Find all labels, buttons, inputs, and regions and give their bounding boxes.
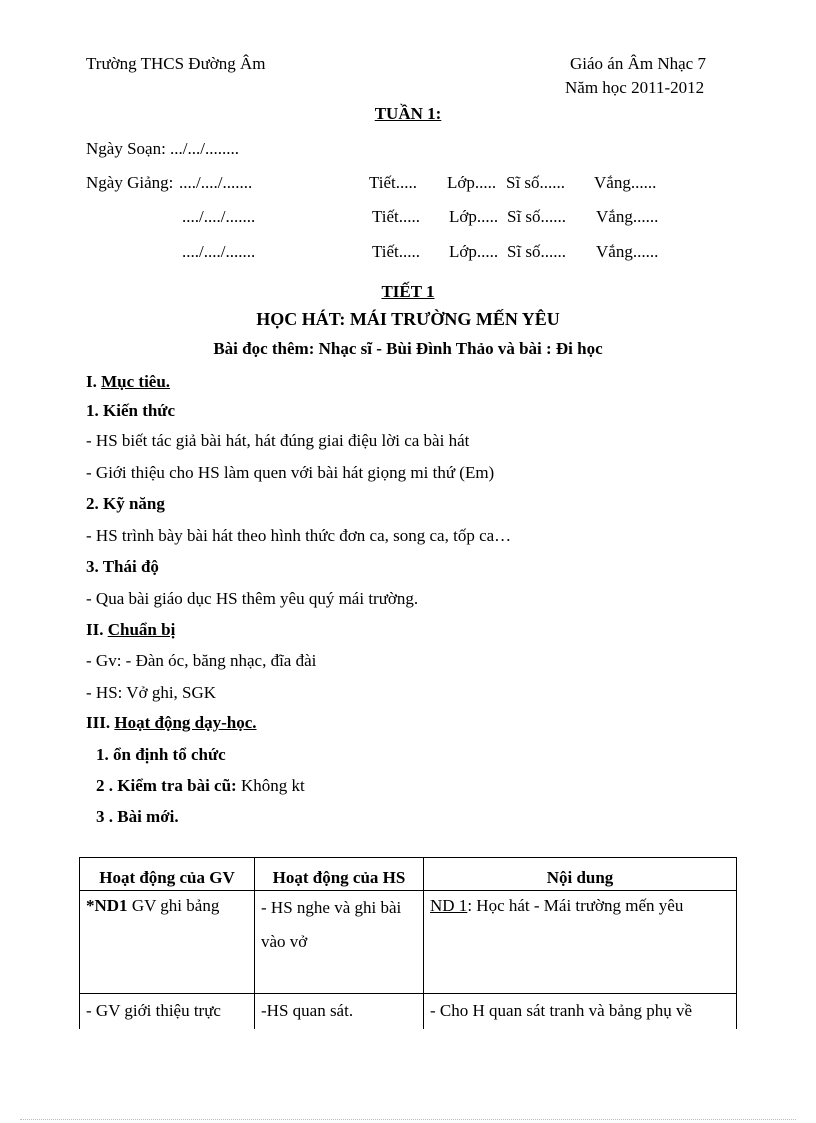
row1-content-label: ND 1 — [430, 896, 468, 915]
prepare-date — [86, 139, 239, 159]
teach-date-1: ..../..../....... — [179, 173, 253, 192]
week-title: TUẦN 1: — [374, 104, 442, 123]
prep-title: Chuẩn bị — [107, 620, 176, 639]
lesson-table — [79, 857, 737, 1029]
knowledge-item-2: - Giới thiệu cho HS làm quen với bài hát giọng mi thứ (Em) — [86, 463, 495, 482]
activity-2-label: 2 . Kiểm tra bài cũ: — [96, 776, 237, 795]
activity-2 — [96, 776, 305, 796]
table-row — [80, 891, 737, 994]
table-header-row — [80, 858, 737, 891]
count-1: Sĩ số...... — [506, 173, 566, 192]
row1-gv-text: GV ghi bảng — [127, 896, 220, 915]
teach-date-3: ..../..../....... — [182, 242, 256, 261]
period-1: Tiết..... — [369, 173, 418, 192]
activities-num: III. — [86, 713, 111, 732]
lesson-title: HỌC HÁT: MÁI TRƯỜNG MẾN YÊU — [256, 309, 560, 329]
objectives-heading — [86, 372, 170, 392]
activity-3: 3 . Bài mới. — [96, 807, 179, 826]
teach-date-2: ..../..../....... — [182, 207, 256, 226]
school-year: Năm học 2011-2012 — [565, 78, 705, 97]
row1-gv — [80, 891, 255, 994]
period-3: Tiết..... — [372, 242, 421, 261]
class-3: Lớp..... — [449, 242, 499, 261]
count-2: Sĩ số...... — [507, 207, 567, 226]
lesson-subtitle: Bài đọc thêm: Nhạc sĩ - Bùi Đình Thảo và bài : Đi học — [213, 339, 603, 358]
absent-2: Vắng...... — [596, 207, 659, 226]
row2-content: - Cho H quan sát tranh và bảng phụ về — [424, 994, 737, 1029]
absent-3: Vắng...... — [596, 242, 659, 261]
skills-item-1: - HS trình bày bài hát theo hình thức đơn ca, song ca, tốp ca… — [86, 526, 512, 545]
teach-label: Ngày Giảng: — [86, 173, 174, 192]
row1-hs: - HS nghe và ghi bài vào vở — [255, 891, 424, 994]
prep-item-2: - HS: Vở ghi, SGK — [86, 683, 217, 702]
table-row — [80, 994, 737, 1029]
knowledge-heading: 1. Kiến thức — [86, 401, 176, 420]
row1-content — [424, 891, 737, 994]
header-gv: Hoạt động của GV — [80, 858, 255, 891]
activities-title: Hoạt động dạy-học. — [114, 713, 257, 732]
prep-heading — [86, 620, 175, 640]
attitude-item-1: - Qua bài giáo dục HS thêm yêu quý mái trường. — [86, 589, 419, 608]
header-content: Nội dung — [424, 858, 737, 891]
activity-2-value: Không kt — [236, 776, 305, 795]
prep-num: II. — [86, 620, 104, 639]
skills-heading: 2. Kỹ năng — [86, 494, 165, 513]
row2-hs: -HS quan sát. — [255, 994, 424, 1029]
page-bottom-rule — [20, 1119, 796, 1120]
attitude-heading: 3. Thái độ — [86, 557, 159, 576]
subject-title: Giáo án Âm Nhạc 7 — [570, 54, 706, 73]
count-3: Sĩ số...... — [507, 242, 567, 261]
absent-1: Vắng...... — [594, 173, 657, 192]
objectives-title: Mục tiêu. — [101, 372, 171, 391]
prepare-value: .../.../........ — [170, 139, 239, 158]
row2-gv: - GV giới thiệu trực — [80, 994, 255, 1029]
activities-heading — [86, 713, 257, 733]
lesson-period: TIẾT 1 — [381, 282, 435, 301]
objectives-num: I. — [86, 372, 97, 391]
prep-item-1: - Gv: - Đàn óc, băng nhạc, đĩa đài — [86, 651, 317, 670]
knowledge-item-1: - HS biết tác giả bài hát, hát đúng giai điệu lời ca bài hát — [86, 431, 470, 450]
period-2: Tiết..... — [372, 207, 421, 226]
school-name: Trường THCS Đường Âm — [86, 54, 266, 73]
activity-1: 1. ổn định tổ chức — [96, 745, 226, 764]
prepare-label: Ngày Soạn: — [86, 139, 166, 158]
class-1: Lớp..... — [447, 173, 497, 192]
class-2: Lớp..... — [449, 207, 499, 226]
row1-content-text: : Học hát - Mái trường mến yêu — [467, 896, 684, 915]
header-hs: Hoạt động của HS — [255, 858, 424, 891]
row1-gv-prefix: *ND1 — [86, 896, 128, 915]
